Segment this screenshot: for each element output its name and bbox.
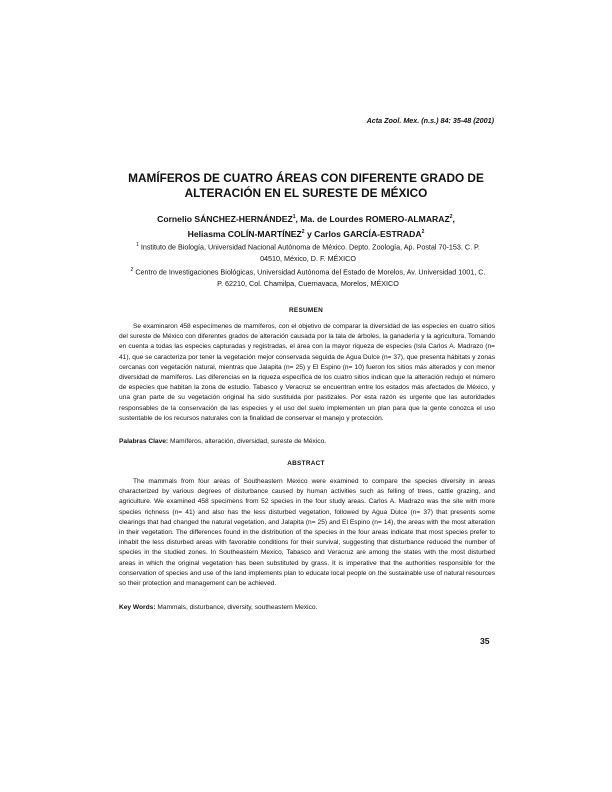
affiliation-1 <box>128 240 488 265</box>
resumen-heading: RESUMEN <box>288 307 324 314</box>
abstract-keywords <box>119 603 495 613</box>
author-3-affil-mark: 2 <box>301 228 305 235</box>
resumen-keywords-text: Mamíferos, alteración, diversidad, sureste de México. <box>169 438 327 445</box>
author-4-affil-mark: 2 <box>421 228 425 235</box>
abstract-keywords-label: Key Words: <box>119 604 156 611</box>
author-connector: y <box>306 228 312 239</box>
abstract-heading: ABSTRACT <box>287 460 325 467</box>
author-line-1: Cornelio SÁNCHEZ-HERNÁNDEZ$^1$, Ma. de Lourdes ROMERO-ALMARAZ$^2$, <box>157 213 455 224</box>
affiliation-1-text: Instituto de Biología, Universidad Nacional Autónoma de México. Depto. Zoología, Ap. Postal 70-153. C. P. 04510, México, D. F. MÉXICO <box>140 242 480 264</box>
resumen-keywords <box>119 437 495 447</box>
affiliation-2-mark: 2 <box>130 266 134 273</box>
author-2-affil-mark: 2 <box>449 214 453 220</box>
author-1-affil-mark: 1 <box>292 214 296 220</box>
abstract-body: The mammals from four areas of Southeastern Mexico were examined to compare the species diversity in areas characterized by various degrees of disturbance caused by human activities such as felling of trees, cattle grazing, and agriculture. We examined 458 specimens from 52 species in the four study areas. Carlos A. Madrazo was the site with more species richness (n= 41) and also has the less disturbed vegetation, followed by Agua Dulce (n= 37) that presents some clearings that had changed the natural vegetation, and Jalapita (n= 25) and El Espino (n= 14), the areas with the most alteration in their vegetation. The differences found in the distribution of the species in the four areas indicate that most species prefer to inhabit the less disturbed areas with favorable conditions for their survival, suggesting that disturbance reduced the number of species in the studied zones. In Southeastern Mexico, Tabasco and Veracruz are among the states with the most disturbed areas in which the original vegetation has been substituted by grass. It is imperative that the authorities responsible for the conservation of species and use of the land implements plan to educate local people on the sustainable use of natural resources so their protection and management can be achieved. <box>119 478 495 588</box>
author-4: Carlos GARCÍA-ESTRADA <box>314 228 422 239</box>
author-2: Ma. de Lourdes ROMERO-ALMARAZ <box>300 213 450 224</box>
abstract-keywords-text: Mammals, disturbance, diversity, southeastern Mexico. <box>157 604 318 611</box>
page-number: 35 <box>480 636 490 646</box>
affiliation-1-mark: 1 <box>136 242 139 248</box>
affiliations <box>128 240 488 290</box>
author-1: Cornelio SÁNCHEZ-HERNÁNDEZ <box>157 213 293 224</box>
author-line-2 <box>105 226 507 241</box>
resumen-keywords-label: Palabras Clave: <box>119 438 169 445</box>
affiliation-2 <box>128 265 488 290</box>
journal-citation: Acta Zool. Mex. (n.s.) 84: 35-48 (2001) <box>366 116 494 125</box>
author-list <box>105 211 507 241</box>
title-line-2: ALTERACIÓN EN EL SURESTE DE MÉXICO <box>184 186 428 200</box>
paper-title <box>105 171 507 201</box>
resumen-body: Se examinaron 458 especímenes de mamíferos, con el objetivo de comparar la diversidad de las especies en cuatro sitios del sureste de México con diferentes grados de alteración causada por la tala de árboles, la ganadería y la agricultura. Tomando en cuenta a todas las especies capturadas y registradas, el área con la mayor riqueza de especies (Isla Carlos A. Madrazo (n= 41), que se caracteriza por tener la vegetación mejor conservada seguida de Agua Dulce (n= 37), que presenta hábitats y zonas cercanas con vegetación natural, mientras que Jalapita (n= 25) y El Espino (n= 10) fueron los sitios más alterados y con menor diversidad de mamíferos. Las diferencias en la riqueza específica de los cuatro sitios indican que la alteración redujo el número de especies que habitan la zona de estudio. Tabasco y Veracruz se encuentran entre los estados más afectados de México, y una gran parte de su vegetación original ha sido sustituida por pastizales. Por esta razón es urgente que las autoridades responsables de la conservación de las especies y el uso del suelo implementen un plan para que la gente conozca el uso sustentable de los recursos naturales con la finalidad de conservar el manejo y protección. <box>119 323 495 422</box>
author-3: Heliasma COLÍN-MARTÍNEZ <box>187 228 302 239</box>
title-line-1: MAMÍFEROS DE CUATRO ÁREAS CON DIFERENTE GRADO DE <box>128 171 484 185</box>
affiliation-2-text: Centro de Investigaciones Biológicas, Universidad Autónoma del Estado de Morelos, Av. Universidad 1001, C. P. 62210, Col. Chamilpa, Cuernavaca, Morelos, MÉXICO <box>135 267 486 288</box>
